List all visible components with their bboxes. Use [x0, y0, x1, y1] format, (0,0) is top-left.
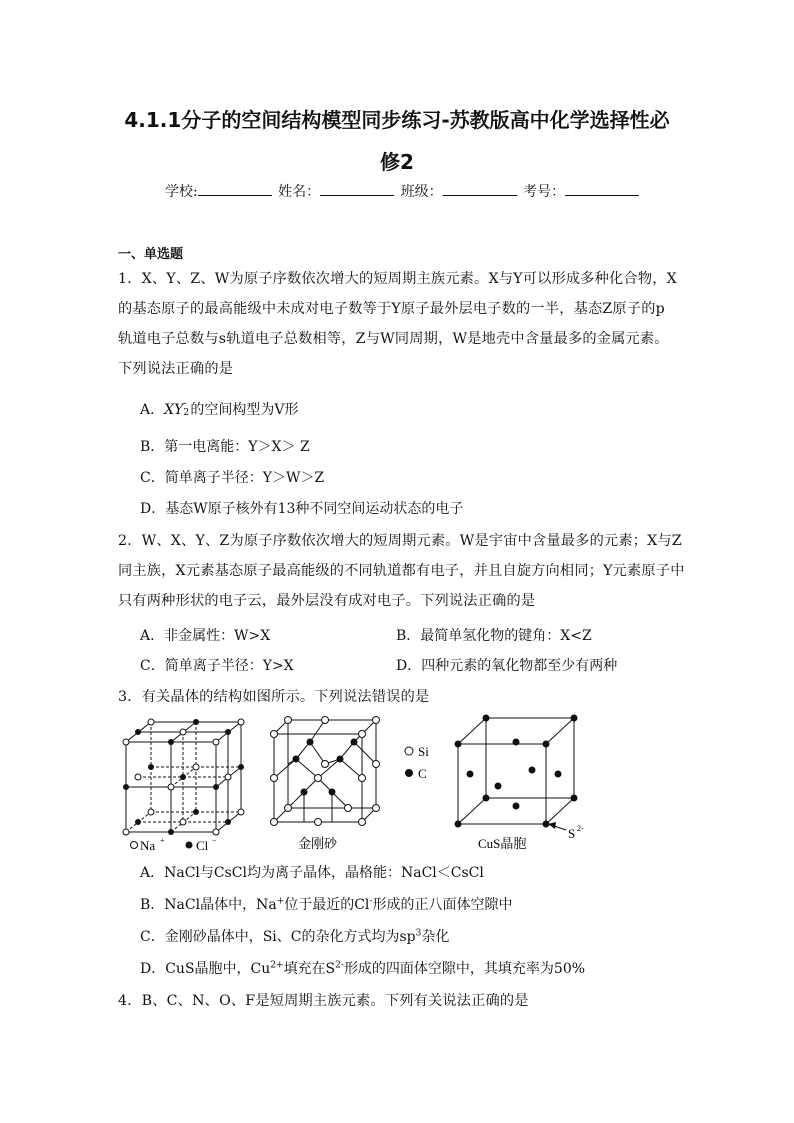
- cus-cu-ions: [495, 767, 536, 790]
- number-blank[interactable]: [565, 183, 639, 196]
- na-legend-label: Na: [140, 838, 156, 853]
- q3-option-d[interactable]: D．CuS晶胞中，$Cu^{2+}$填充在$S^{2-}$形成的四面体空隙中，其填充率为50%: [140, 960, 586, 977]
- student-info-row: [165, 181, 641, 201]
- cl-legend-label: Cl: [196, 838, 209, 853]
- school-label: 学校:: [165, 184, 198, 200]
- q1-option-a[interactable]: A．XY - 2 的空间构型为V形: [140, 399, 299, 418]
- q2-option-b[interactable]: B．最简单氢化物的键角：X<Z: [396, 628, 592, 644]
- sic-si-atoms: [271, 717, 380, 826]
- q1-option-b[interactable]: B．第一电离能：Y＞X＞ Z: [140, 439, 310, 455]
- school-blank[interactable]: [198, 183, 272, 196]
- c-legend-label: C: [418, 766, 427, 781]
- q2-stem-line1: 2．W、X、Y、Z为原子序数依次增大的短周期元素。W是宇宙中含量最多的元素；X与Z: [118, 533, 682, 549]
- q3-option-b[interactable]: B．NaCl晶体中，Na+位于最近的Cl-形成的正八面体空隙中: [140, 896, 513, 913]
- q2-option-a[interactable]: A．非金属性：W>X: [140, 628, 271, 644]
- document-title-line2: 修2: [380, 150, 414, 174]
- sic-caption: 金刚砂: [298, 836, 338, 851]
- crystal-structures-figure: [118, 712, 588, 854]
- q1-stem-line4: 下列说法正确的是: [118, 361, 234, 377]
- svg-text:2-: 2-: [577, 824, 584, 833]
- nacl-legend: [131, 836, 218, 853]
- q2-stem-line3: 只有两种形状的电子云，最外层没有成对电子。下列说法正确的是: [118, 593, 536, 609]
- name-label: 姓名：: [278, 184, 321, 200]
- q3-option-c[interactable]: C．金刚砂晶体中，Si、C的杂化方式均为$sp^3$杂化: [140, 928, 450, 945]
- class-label: 班级：: [400, 184, 443, 200]
- q2-option-d[interactable]: D．四种元素的氧化物都至少有两种: [396, 658, 618, 674]
- number-label: 考号：: [523, 184, 566, 200]
- q1-option-d[interactable]: D．基态W原子核外有13种不同空间运动状态的电子: [140, 501, 464, 517]
- q1-stem-line1: 1．X、Y、Z、W为原子序数依次增大的短周期主族元素。X与Y可以形成多种化合物，X: [118, 271, 677, 287]
- q1-option-c[interactable]: C．简单离子半径：Y＞W＞Z: [140, 470, 325, 486]
- q1-stem-line2: 的基态原子的最高能级中未成对电子数等于Y原子最外层电子数的一半，基态Z原子的p: [118, 301, 665, 317]
- sic-legend: [405, 744, 429, 781]
- document-title-line1: 4.1.1分子的空间结构模型同步练习-苏教版高中化学选择性必: [124, 108, 670, 132]
- svg-text:−: −: [212, 836, 217, 845]
- name-blank[interactable]: [320, 183, 394, 196]
- q2-option-c[interactable]: C．简单离子半径：Y>X: [140, 658, 294, 674]
- q1-stem-line3: 轨道电子总数与s轨道电子总数相等，Z与W同周期，W是地壳中含量最多的金属元素。: [118, 331, 669, 347]
- cus-pointer-line: [554, 826, 566, 830]
- q3-option-a[interactable]: A．NaCl与CsCl均为离子晶体，晶格能：NaCl＜CsCl: [140, 865, 484, 881]
- si-legend-label: Si: [418, 744, 429, 759]
- q2-stem-line2: 同主族，X元素基态原子最高能级的不同轨道都有电子，并且自旋方向相同；Y元素原子中: [118, 563, 685, 579]
- q3-stem: 3．有关晶体的结构如图所示。下列说法错误的是: [118, 689, 430, 705]
- class-blank[interactable]: [443, 183, 517, 196]
- section-heading: 一、单选题: [118, 247, 184, 262]
- q4-stem: 4．B、C、N、O、F是短周期主族元素。下列有关说法正确的是: [118, 993, 529, 1009]
- cus-s-label: S: [568, 826, 576, 841]
- svg-text:+: +: [160, 836, 165, 845]
- cus-caption: CuS晶胞: [478, 836, 527, 851]
